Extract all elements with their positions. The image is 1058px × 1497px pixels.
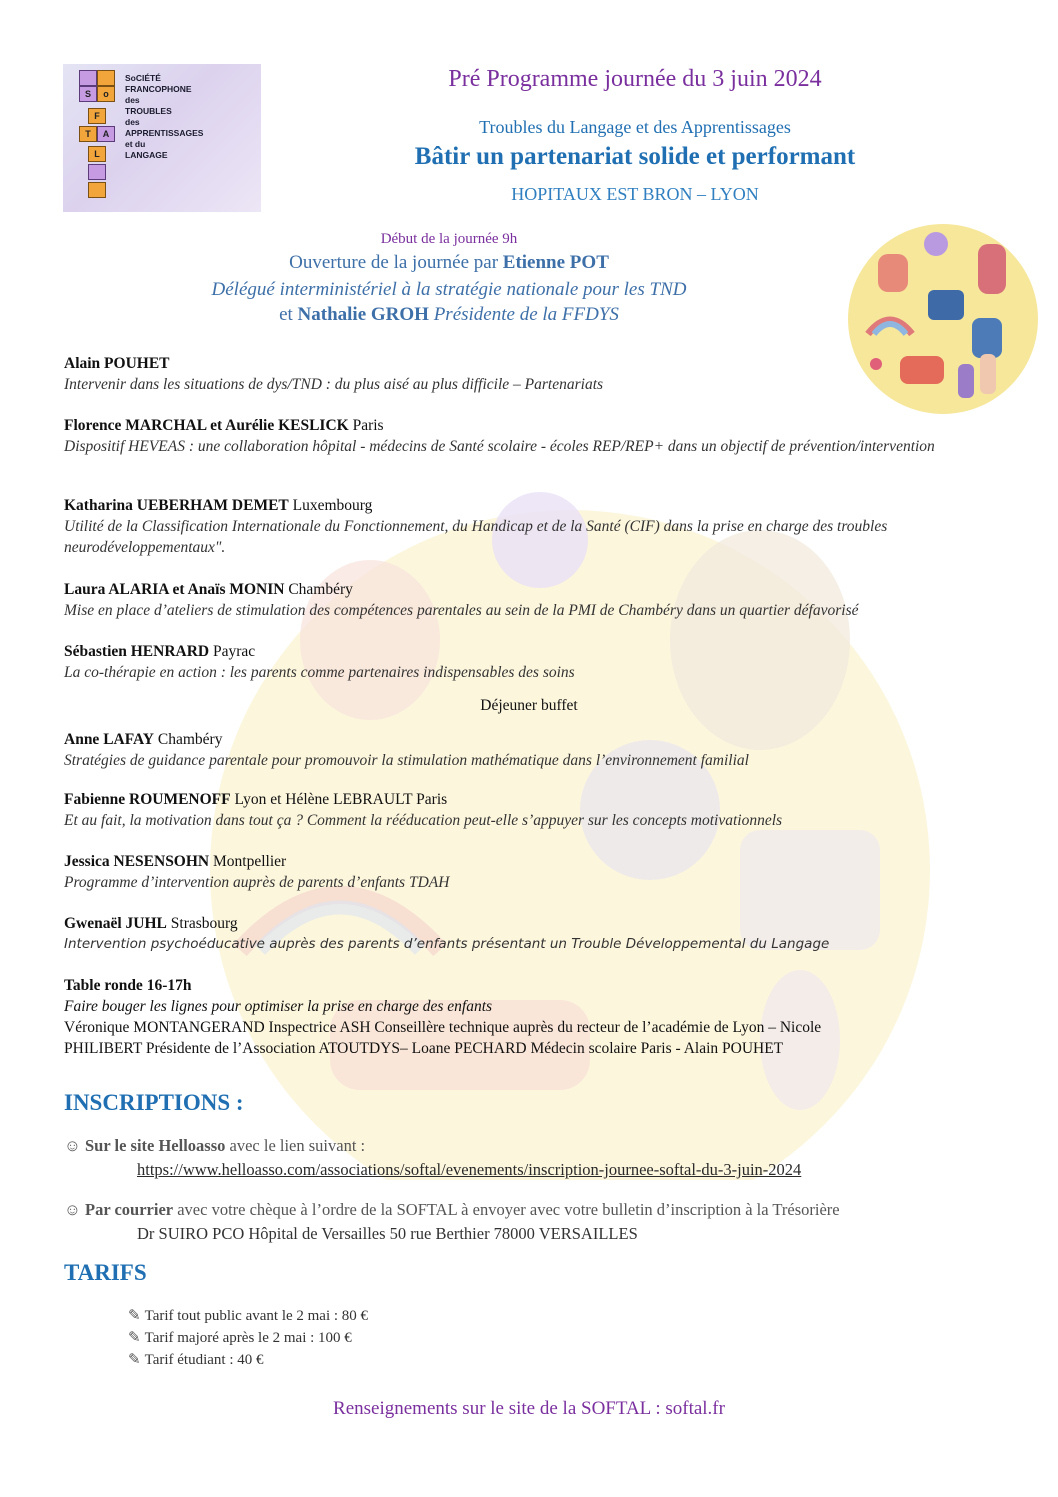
program-item: Sébastien HENRARD Payrac La co-thérapie en action : les parents comme partenaires indispensables des soins [64, 643, 575, 681]
tarif-item: ✎ Tarif majoré après le 2 mai : 100 € [128, 1330, 352, 1346]
location: HOPITAUX EST BRON – LYON [511, 184, 759, 204]
program-item: Gwenaël JUHL Strasbourg Intervention psychoéducative auprès des parents d’enfants présentant un Trouble Développemental du Langage [64, 915, 830, 952]
logo-text: SoCIÉTÉ FRANCOPHONE des TROUBLES des APPRENTISSAGES et du LANGAGE [125, 73, 204, 160]
headline: Bâtir un partenariat solide et performant [414, 143, 856, 170]
smiley-icon: ☺ [64, 1200, 81, 1219]
program-item: Jessica NESENSOHN Montpellier Programme d’intervention auprès de parents d’enfants TDAH [64, 853, 450, 891]
program-item: Fabienne ROUMENOFF Lyon et Hélène LEBRAULT Paris Et au fait, la motivation dans tout ça ? Comment la rééducation peut-elle s’appuyer sur les concepts motivationnels [64, 791, 783, 829]
pencil-icon: ✎ [128, 1308, 141, 1324]
inscription-online: ☺ Sur le site Helloasso avec le lien suivant : [64, 1136, 366, 1155]
pencil-icon: ✎ [128, 1330, 141, 1346]
subtitle: Troubles du Langage et des Apprentissages [479, 117, 791, 137]
smiley-icon: ☺ [64, 1136, 81, 1155]
tarifs-heading: TARIFS [64, 1260, 147, 1285]
round-table: Table ronde 16-17h Faire bouger les lignes pour optimiser la prise en charge des enfants Véronique MONTANGERAND Inspectrice ASH Conseillère technique auprès du recteur de l’académie de Lyon – Nicole PHILIBERT Présidente de l’Association ATOUTDYS– Loane PECHARD Médecin scolaire Paris - Alain POUHET [64, 977, 822, 1057]
mailing-address: Dr SUIRO PCO Hôpital de Versailles 50 rue Berthier 78000 VERSAILLES [137, 1224, 638, 1243]
opening-line-3: et Nathalie GROH Présidente de la FFDYS [279, 304, 619, 325]
softal-logo: S o F T A L SoCIÉTÉ FRANCOPHONE des TROUBLES des APPRENTISSAGES et du LANGAGE [63, 64, 261, 212]
program-item: Anne LAFAY Chambéry Stratégies de guidance parentale pour promouvoir la stimulation mathématique dans l’environnement familial [64, 731, 749, 769]
program-item: Florence MARCHAL et Aurélie KESLICK Paris Dispositif HEVEAS : une collaboration hôpital - médecins de Santé scolaire - écoles REP/REP+ dans un objectif de prévention/intervention [64, 417, 935, 455]
tarif-item: ✎ Tarif étudiant : 40 € [128, 1352, 264, 1368]
opening-line-2: Délégué interministériel à la stratégie nationale pour les TND [211, 279, 687, 300]
lunch-break: Déjeuner buffet [480, 697, 578, 714]
start-time: Début de la journée 9h [380, 231, 518, 247]
page-title: Pré Programme journée du 3 juin 2024 [448, 66, 822, 92]
tarif-item: ✎ Tarif tout public avant le 2 mai : 80 € [128, 1308, 369, 1324]
helloasso-link[interactable]: https://www.helloasso.com/associations/softal/evenements/inscription-journee-softal-du-3-juin-2024 [137, 1160, 802, 1179]
inscriptions-heading: INSCRIPTIONS : [64, 1090, 244, 1115]
pencil-icon: ✎ [128, 1352, 141, 1368]
footer-info: Renseignements sur le site de la SOFTAL : softal.fr [333, 1398, 725, 1419]
opening-line-1: Ouverture de la journée par Etienne POT [289, 252, 609, 273]
program-item: Laura ALARIA et Anaïs MONIN Chambéry Mise en place d’ateliers de stimulation des compétences parentales au sein de la PMI de Chambéry dans un quartier défavorisé [64, 581, 859, 619]
program-item: Katharina UEBERHAM DEMET Luxembourg Utilité de la Classification Internationale du Fonctionnement, du Handicap et de la Santé (CIF) dans la prise en charge des troubles neurodéveloppementaux". [64, 497, 888, 556]
inscription-mail: ☺ Par courrier avec votre chèque à l’ordre de la SOFTAL à envoyer avec votre bulletin d’inscription à la Trésorière [64, 1200, 840, 1219]
program-item: Alain POUHET Intervenir dans les situations de dys/TND : du plus aisé au plus difficile – Partenariats [64, 355, 604, 393]
